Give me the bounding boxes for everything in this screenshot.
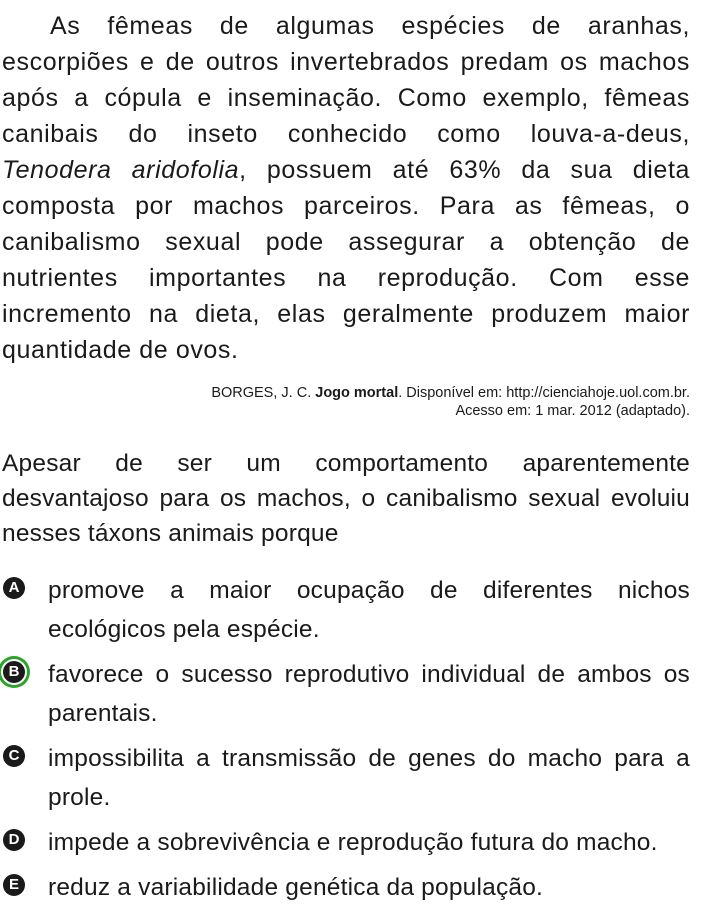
option-e-text: reduz a variabilidade genética da população. [48, 874, 544, 901]
species-name: Tenodera aridofolia [2, 156, 240, 184]
passage-text [2, 8, 690, 368]
question-stem: Apesar de ser um comportamento aparentemente desvantajoso para os machos, o canibalismo sexual evoluiu nesses táxons animais porque [2, 450, 690, 547]
source-title: Jogo mortal [315, 385, 399, 401]
option-c[interactable] [2, 739, 690, 817]
option-a[interactable] [2, 571, 690, 649]
option-b-text: favorece o sucesso reprodutivo individual de ambos os parentais. [48, 661, 690, 727]
option-d[interactable] [2, 823, 690, 862]
option-e-letter-badge: E [3, 874, 25, 896]
option-d-text: impede a sobrevivência e reprodução futura do macho. [48, 829, 658, 856]
passage-part-1: As fêmeas de algumas espécies de aranhas, escorpiões e de outros invertebrados predam os machos após a cópula e inseminação. Como exemplo, fêmeas canibais do inseto conhecido como louva-a-deus, [2, 12, 690, 148]
option-a-text: promove a maior ocupação de diferentes nichos ecológicos pela espécie. [48, 577, 690, 643]
source-availability: . Disponível em: http://cienciahoje.uol.com.br. [398, 385, 690, 401]
option-c-text: impossibilita a transmissão de genes do macho para a prole. [48, 745, 690, 811]
option-b-letter-badge: B [3, 661, 25, 683]
source-author: BORGES, J. C. [211, 385, 316, 401]
option-a-letter-badge: A [3, 577, 25, 599]
question-page [2, 8, 690, 913]
option-e[interactable] [2, 868, 690, 907]
option-d-letter-badge: D [3, 829, 25, 851]
option-c-letter-badge: C [3, 745, 25, 767]
passage-part-2: , possuem até 63% da sua dieta composta por machos parceiros. Para as fêmeas, o canibalismo sexual pode assegurar a obtenção de nutrientes importantes na reprodução. Com esse incremento na dieta, elas geralmente produzem maior quantidade de ovos. [2, 156, 690, 364]
source-citation [2, 384, 690, 420]
options-list [2, 571, 690, 907]
source-access: Acesso em: 1 mar. 2012 (adaptado). [455, 403, 690, 419]
option-b[interactable] [2, 655, 690, 733]
